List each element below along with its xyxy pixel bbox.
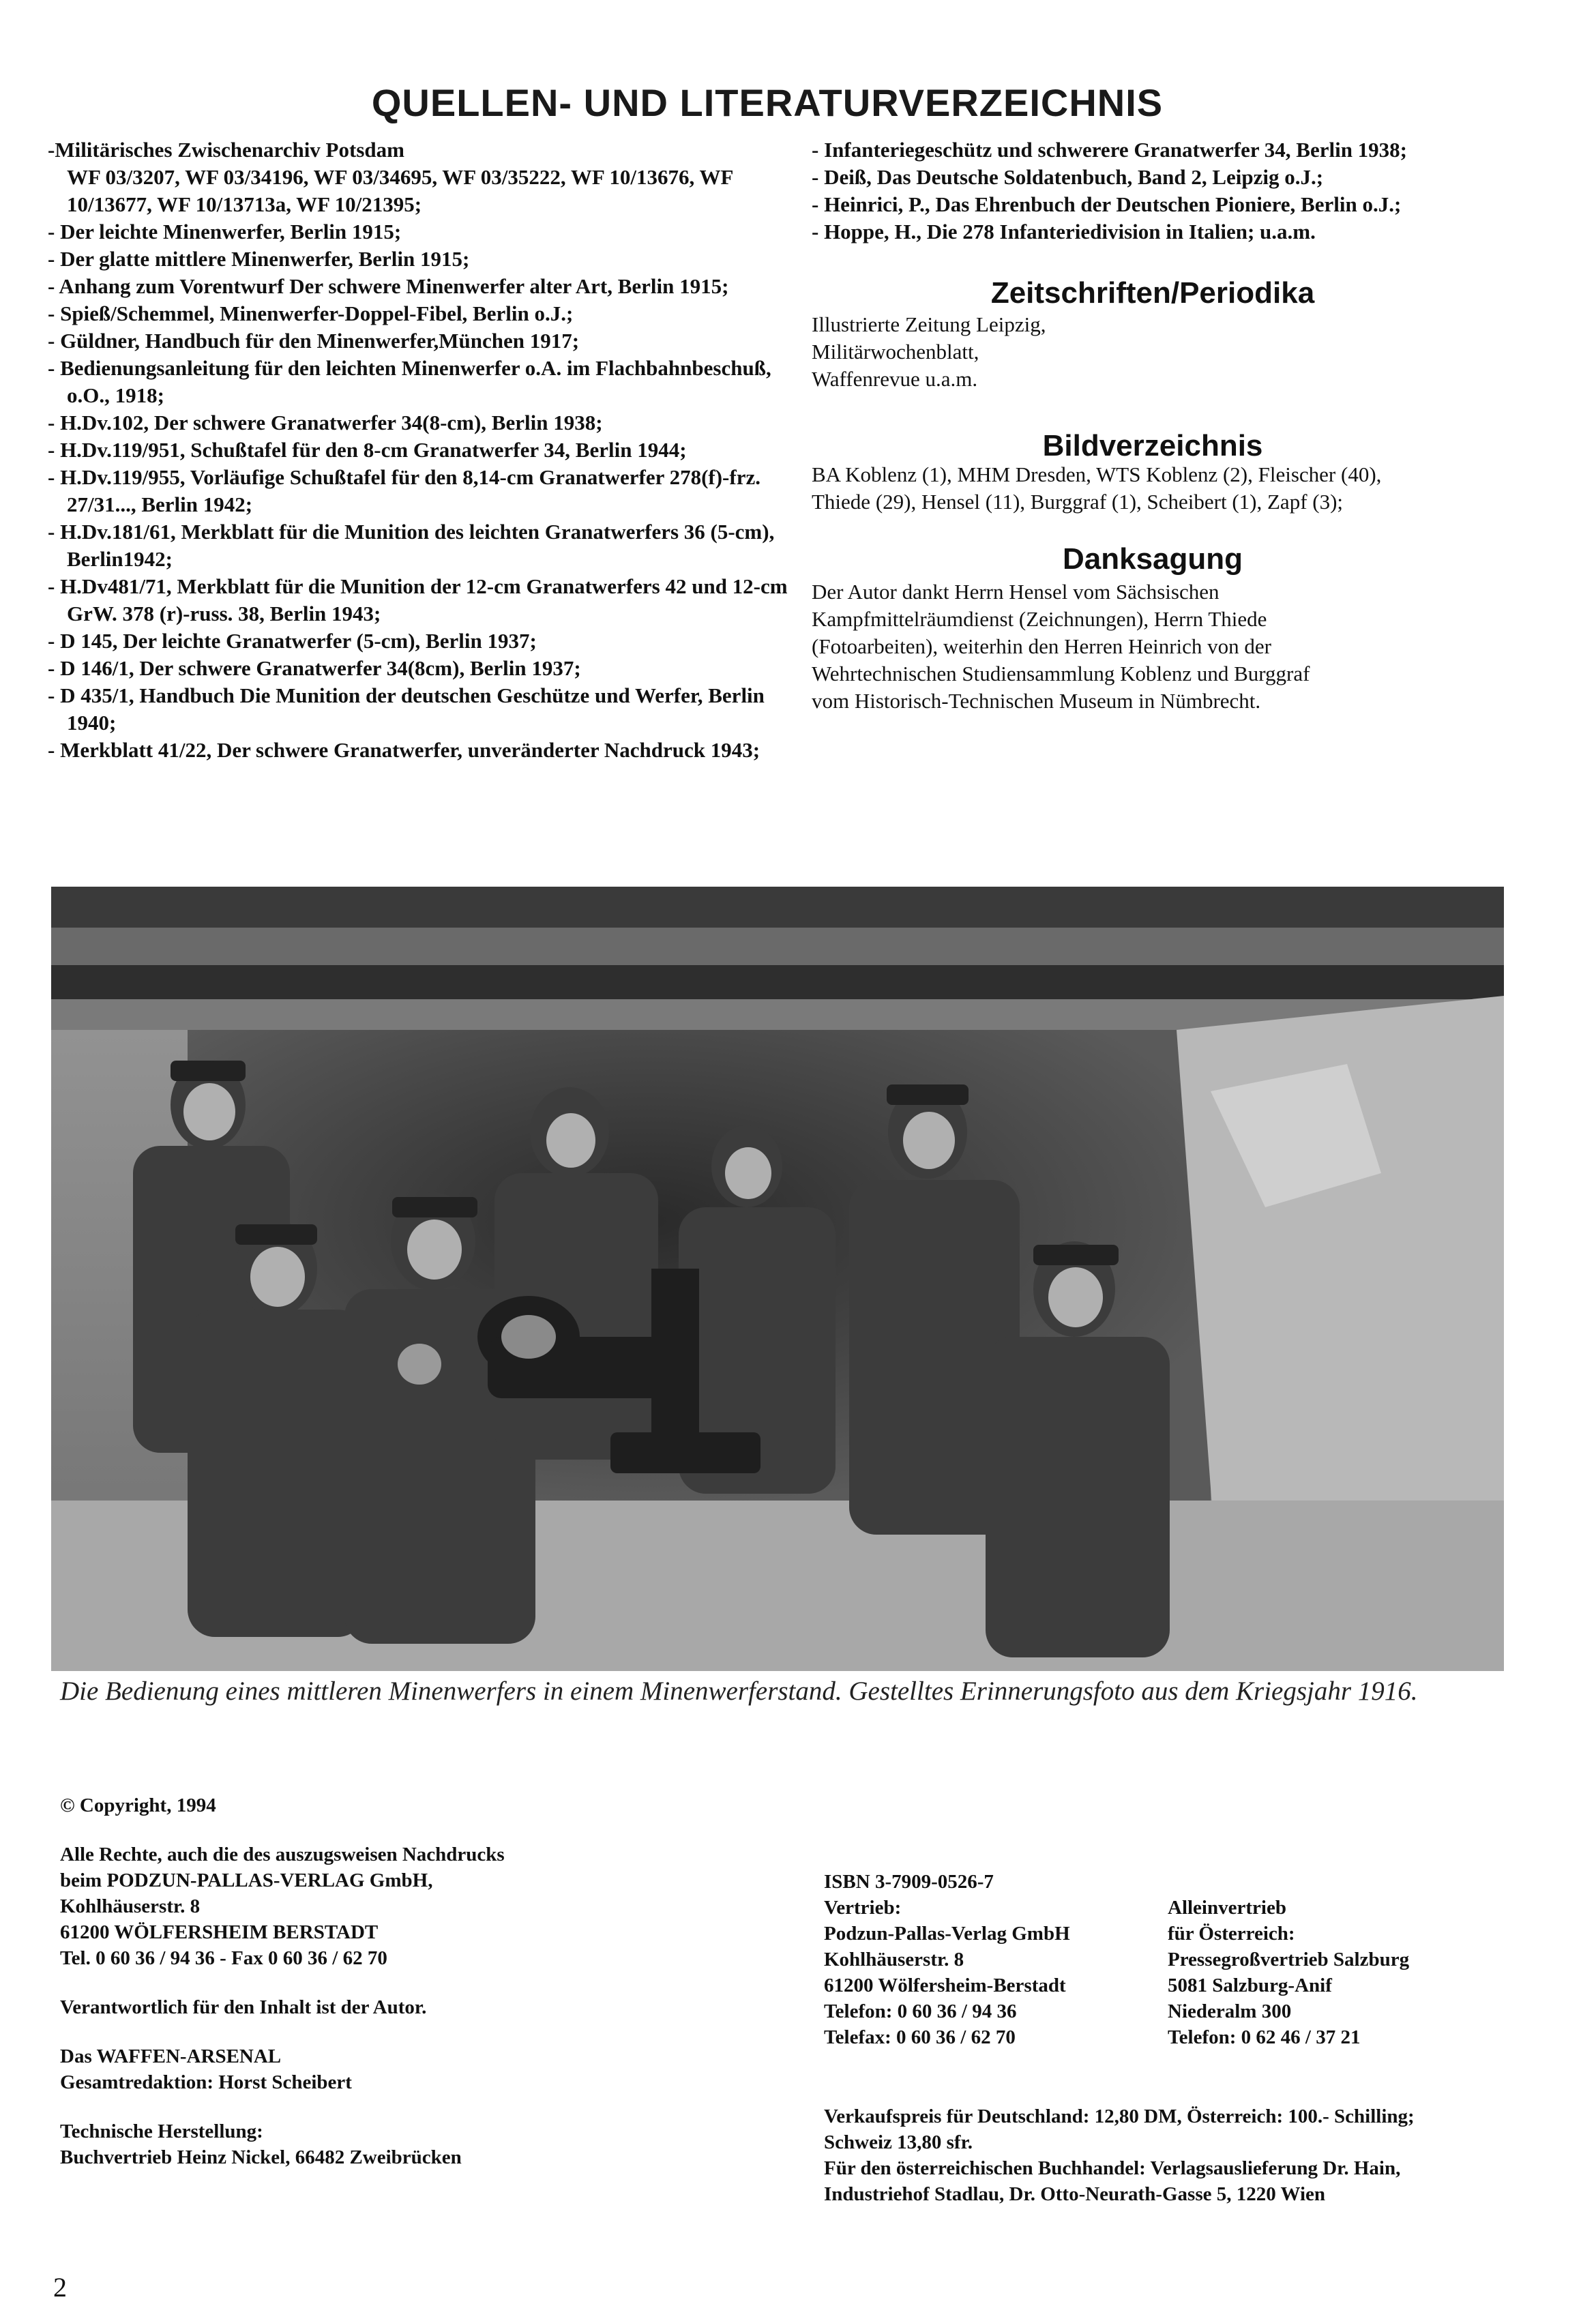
picture-credit-line: BA Koblenz (1), MHM Dresden, WTS Koblenz (2), Fleischer (40), bbox=[812, 462, 1382, 486]
source-entry: - Merkblatt 41/22, Der schwere Granatwerfer, unveränderter Nachdruck 1943; bbox=[48, 738, 760, 762]
rights-line: Alle Rechte, auch die des auszugsweisen Nachdrucks bbox=[60, 1844, 505, 1865]
picture-credits-list bbox=[812, 461, 1555, 516]
rights-line: Tel. 0 60 36 / 94 36 - Fax 0 60 36 / 62 70 bbox=[60, 1947, 387, 1969]
source-entry: - Heinrici, P., Das Ehrenbuch der Deutschen Pioniere, Berlin o.J.; bbox=[812, 192, 1402, 216]
distribution-line: 61200 Wölfersheim-Berstadt bbox=[824, 1975, 1066, 1996]
historical-photo bbox=[51, 887, 1504, 1671]
austria-line: Telefon: 0 62 46 / 37 21 bbox=[1168, 2026, 1361, 2048]
photo-caption: Die Bedienung eines mittleren Minenwerfers in einem Minenwerferstand. Gestelltes Erinnerungsfoto aus dem Kriegsjahr 1916. bbox=[60, 1677, 1418, 1706]
imprint-distribution bbox=[824, 1869, 1070, 2050]
series-line: Gesamtredaktion: Horst Scheibert bbox=[60, 2071, 352, 2093]
austria-line: Pressegroßvertrieb Salzburg bbox=[1168, 1949, 1410, 1970]
austria-line: 5081 Salzburg-Anif bbox=[1168, 1975, 1332, 1996]
price-info bbox=[824, 2103, 1415, 2207]
periodical-line: Waffenrevue u.a.m. bbox=[812, 367, 978, 391]
austria-line: Alleinvertrieb bbox=[1168, 1897, 1286, 1919]
source-entry: - Deiß, Das Deutsche Soldatenbuch, Band 2, Leipzig o.J.; bbox=[812, 165, 1324, 189]
trench-photo-illustration bbox=[51, 887, 1504, 1671]
acknowledgement-line: (Fotoarbeiten), weiterhin den Herren Heinrich von der bbox=[812, 634, 1271, 658]
price-line: Schweiz 13,80 sfr. bbox=[824, 2131, 973, 2153]
imprint-left bbox=[60, 1792, 505, 2170]
source-entry: - Güldner, Handbuch für den Minenwerfer,München 1917; bbox=[48, 329, 580, 353]
distribution-line: Vertrieb: bbox=[824, 1897, 902, 1919]
source-entry: - Der leichte Minenwerfer, Berlin 1915; bbox=[48, 220, 402, 243]
periodicals-list bbox=[812, 311, 1555, 393]
acknowledgement-line: Der Autor dankt Herrn Hensel vom Sächsischen bbox=[812, 580, 1220, 604]
source-entry: -Militärisches Zwischenarchiv Potsdam bbox=[48, 138, 404, 162]
source-entry: - H.Dv.181/61, Merkblatt für die Munition des leichten Granatwerfers 36 (5-cm), Berlin1942; bbox=[48, 520, 775, 571]
acknowledgement-text bbox=[812, 578, 1555, 715]
copyright-notice: © Copyright, 1994 bbox=[60, 1794, 216, 1816]
source-entry: - Hoppe, H., Die 278 Infanteriedivision in Italien; u.a.m. bbox=[812, 220, 1316, 243]
periodical-line: Illustrierte Zeitung Leipzig, bbox=[812, 312, 1046, 336]
rights-line: Kohlhäuserstr. 8 bbox=[60, 1895, 201, 1917]
rights-line: beim PODZUN-PALLAS-VERLAG GmbH, bbox=[60, 1870, 433, 1891]
isbn: ISBN 3-7909-0526-7 bbox=[824, 1871, 994, 1893]
page-title: QUELLEN- UND LITERATURVERZEICHNIS bbox=[371, 81, 1164, 124]
acknowledgement-heading: Danksagung bbox=[1062, 542, 1243, 576]
production-line: Buchvertrieb Heinz Nickel, 66482 Zweibrücken bbox=[60, 2146, 462, 2168]
source-entry: - H.Dv.102, Der schwere Granatwerfer 34(8-cm), Berlin 1938; bbox=[48, 411, 603, 434]
sources-left-column bbox=[48, 136, 812, 764]
source-entry: - H.Dv481/71, Merkblatt für die Munition der 12-cm Granatwerfers 42 und 12-cm GrW. 378 (r)-russ. 38, Berlin 1943; bbox=[48, 574, 788, 625]
austria-line: Niederalm 300 bbox=[1168, 2000, 1292, 2022]
source-entry: - Spieß/Schemmel, Minenwerfer-Doppel-Fibel, Berlin o.J.; bbox=[48, 301, 574, 325]
periodicals-heading: Zeitschriften/Periodika bbox=[990, 276, 1315, 310]
responsibility-note: Verantwortlich für den Inhalt ist der Autor. bbox=[60, 1996, 427, 2018]
source-entry: - Infanteriegeschütz und schwerere Granatwerfer 34, Berlin 1938; bbox=[812, 138, 1408, 162]
source-entry: - H.Dv.119/955, Vorläufige Schußtafel für den 8,14-cm Granatwerfer 278(f)-frz. 27/31..., Berlin 1942; bbox=[48, 465, 760, 516]
price-line: Für den österreichischen Buchhandel: Verlagsauslieferung Dr. Hain, bbox=[824, 2157, 1401, 2179]
imprint-austria bbox=[1168, 1895, 1409, 2050]
picture-credits-heading: Bildverzeichnis bbox=[1042, 429, 1263, 462]
production-line: Technische Herstellung: bbox=[60, 2121, 263, 2142]
source-entry: - D 145, Der leichte Granatwerfer (5-cm), Berlin 1937; bbox=[48, 629, 537, 653]
austria-line: für Österreich: bbox=[1168, 1923, 1295, 1945]
distribution-line: Kohlhäuserstr. 8 bbox=[824, 1949, 964, 1970]
acknowledgement-line: Kampfmittelräumdienst (Zeichnungen), Herrn Thiede bbox=[812, 607, 1267, 631]
page-number: 2 bbox=[53, 2272, 67, 2303]
distribution-line: Telefax: 0 60 36 / 62 70 bbox=[824, 2026, 1016, 2048]
source-entry: - H.Dv.119/951, Schußtafel für den 8-cm Granatwerfer 34, Berlin 1944; bbox=[48, 438, 687, 462]
rights-line: 61200 WÖLFERSHEIM BERSTADT bbox=[60, 1921, 379, 1943]
distribution-line: Podzun-Pallas-Verlag GmbH bbox=[824, 1923, 1070, 1945]
acknowledgement-line: vom Historisch-Technischen Museum in Nümbrecht. bbox=[812, 689, 1261, 713]
source-entry: - D 146/1, Der schwere Granatwerfer 34(8cm), Berlin 1937; bbox=[48, 656, 581, 680]
acknowledgement-line: Wehrtechnischen Studiensammlung Koblenz und Burggraf bbox=[812, 662, 1310, 685]
distribution-line: Telefon: 0 60 36 / 94 36 bbox=[824, 2000, 1017, 2022]
price-line: Industriehof Stadlau, Dr. Otto-Neurath-Gasse 5, 1220 Wien bbox=[824, 2183, 1325, 2205]
periodical-line: Militärwochenblatt, bbox=[812, 340, 979, 364]
source-entry: - Der glatte mittlere Minenwerfer, Berlin 1915; bbox=[48, 247, 470, 271]
series-line: Das WAFFEN-ARSENAL bbox=[60, 2045, 282, 2067]
source-entry: - Anhang zum Vorentwurf Der schwere Minenwerfer alter Art, Berlin 1915; bbox=[48, 274, 729, 298]
source-entry: - D 435/1, Handbuch Die Munition der deutschen Geschütze und Werfer, Berlin 1940; bbox=[48, 683, 765, 735]
source-entry: - Bedienungsanleitung für den leichten Minenwerfer o.A. im Flachbahnbeschuß, o.O., 1918; bbox=[48, 356, 771, 407]
source-entry: WF 03/3207, WF 03/34196, WF 03/34695, WF 03/35222, WF 10/13676, WF 10/13677, WF 10/13713a, WF 10/21395; bbox=[67, 165, 733, 216]
price-line: Verkaufspreis für Deutschland: 12,80 DM, Österreich: 100.- Schilling; bbox=[824, 2106, 1415, 2127]
sources-right-column bbox=[812, 136, 1555, 715]
picture-credit-line: Thiede (29), Hensel (11), Burggraf (1), Scheibert (1), Zapf (3); bbox=[812, 490, 1344, 514]
